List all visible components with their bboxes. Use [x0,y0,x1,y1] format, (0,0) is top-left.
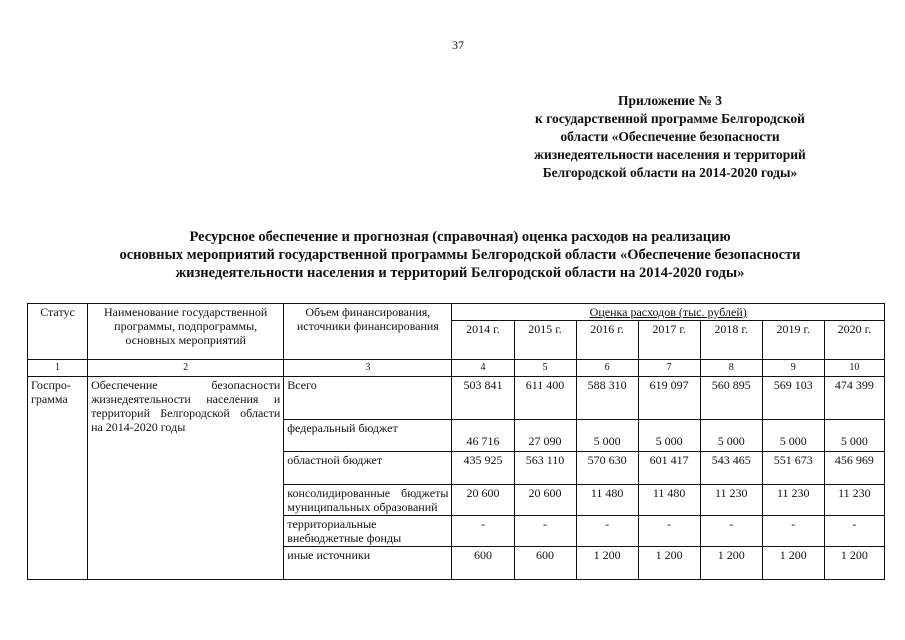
value-cell: 601 417 [638,452,700,485]
appendix-line: жизнедеятельности населения и территорий [534,147,806,162]
value-cell: 11 230 [762,485,824,516]
title-line: основных мероприятий государственной программы Белгородской области «Обеспечение безопасности [119,247,801,263]
header-year: 2020 г. [824,321,884,360]
value-cell: 20 600 [452,485,514,516]
appendix-line: к государственной программе Белгородской [535,111,805,126]
value-cell: - [700,516,762,547]
column-number: 2 [88,360,284,377]
column-number: 6 [576,360,638,377]
header-year: 2017 г. [638,321,700,360]
value-cell: 1 200 [700,547,762,580]
header-row [28,304,885,321]
header-year: 2015 г. [514,321,576,360]
column-number: 3 [284,360,452,377]
value-cell: 46 716 [452,420,514,452]
value-cell: 569 103 [762,377,824,420]
value-cell: - [638,516,700,547]
value-cell: 619 097 [638,377,700,420]
value-cell: 560 895 [700,377,762,420]
appendix-line: Приложение № 3 [618,93,722,108]
status-cell: Госпро-грамма [28,377,88,580]
title-line: Ресурсное обеспечение и прогнозная (справочная) оценка расходов на реализацию [189,229,731,245]
value-cell: 1 200 [762,547,824,580]
source-cell: Всего [284,377,452,420]
header-year: 2018 г. [700,321,762,360]
source-cell: федеральный бюджет [284,420,452,452]
source-cell: иные источники [284,547,452,580]
value-cell: 5 000 [700,420,762,452]
value-cell: 456 969 [824,452,884,485]
funding-table [27,303,885,580]
table-row [28,377,885,420]
header-status: Статус [28,304,88,360]
header-year: 2016 г. [576,321,638,360]
program-name-cell: Обеспечение безопасности жизнедеятельности населения и территорий Белгородской области на 2014-2020 годы [88,377,284,580]
value-cell: - [452,516,514,547]
value-cell: 5 000 [576,420,638,452]
header-volume: Объем финансирования, источники финансирования [284,304,452,360]
value-cell: 435 925 [452,452,514,485]
column-number: 10 [824,360,884,377]
column-number: 5 [514,360,576,377]
header-year: 2014 г. [452,321,514,360]
source-cell: территориальные внебюджетные фонды [284,516,452,547]
appendix-heading [505,92,835,182]
header-estimate: Оценка расходов (тыс. рублей) [452,304,885,321]
header-name: Наименование государственной программы, подпрограммы, основных мероприятий [88,304,284,360]
value-cell: 570 630 [576,452,638,485]
document-title [70,228,850,282]
column-number-row [28,360,885,377]
value-cell: 20 600 [514,485,576,516]
value-cell: 11 230 [824,485,884,516]
title-line: жизнедеятельности населения и территорий Белгородской области на 2014-2020 годы» [175,265,745,281]
value-cell: 588 310 [576,377,638,420]
appendix-line: области «Обеспечение безопасности [560,129,780,144]
value-cell: 474 399 [824,377,884,420]
source-cell: консолидированные бюджеты муниципальных образований [284,485,452,516]
page-number: 37 [452,38,464,52]
value-cell: - [514,516,576,547]
value-cell: 600 [514,547,576,580]
value-cell: 11 480 [638,485,700,516]
value-cell: 551 673 [762,452,824,485]
value-cell: 600 [452,547,514,580]
value-cell: 27 090 [514,420,576,452]
value-cell: 5 000 [762,420,824,452]
value-cell: 563 110 [514,452,576,485]
value-cell: 543 465 [700,452,762,485]
value-cell: - [824,516,884,547]
value-cell: 611 400 [514,377,576,420]
value-cell: 503 841 [452,377,514,420]
value-cell: 11 480 [576,485,638,516]
value-cell: 1 200 [638,547,700,580]
value-cell: - [576,516,638,547]
value-cell: 1 200 [824,547,884,580]
value-cell: 5 000 [824,420,884,452]
value-cell: 11 230 [700,485,762,516]
column-number: 1 [28,360,88,377]
column-number: 4 [452,360,514,377]
column-number: 8 [700,360,762,377]
column-number: 9 [762,360,824,377]
value-cell: 1 200 [576,547,638,580]
value-cell: 5 000 [638,420,700,452]
appendix-line: Белгородской области на 2014-2020 годы» [542,165,798,180]
header-year: 2019 г. [762,321,824,360]
source-cell: областной бюджет [284,452,452,485]
column-number: 7 [638,360,700,377]
value-cell: - [762,516,824,547]
